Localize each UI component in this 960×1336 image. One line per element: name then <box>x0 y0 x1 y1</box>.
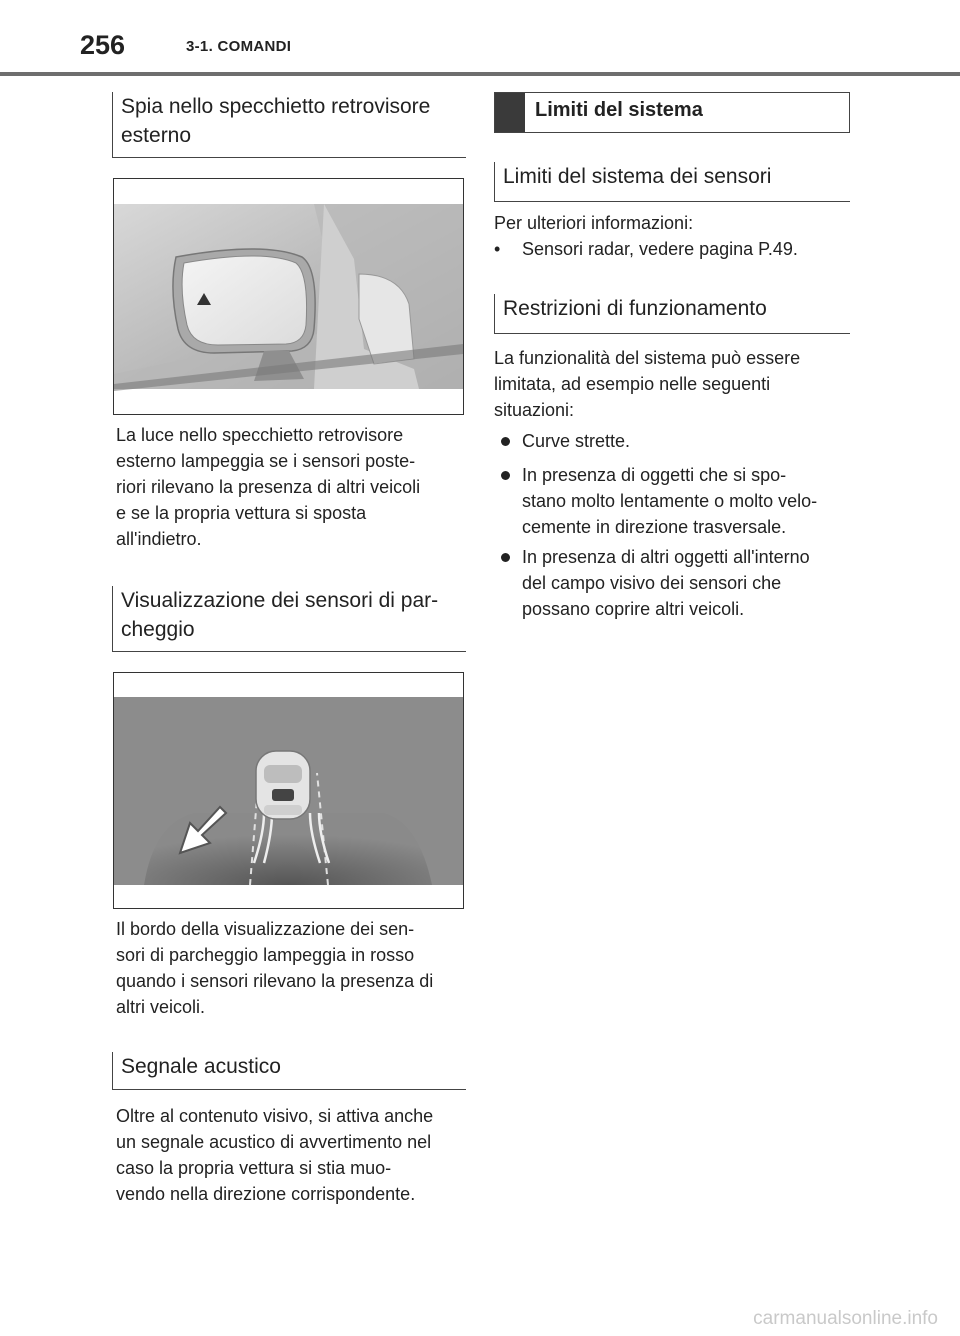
car-icon <box>256 751 310 819</box>
heading-line: cheggio <box>121 618 195 641</box>
text-line: Per ulteriori informazioni: <box>494 213 694 233</box>
text-line: sori di parcheggio lampeggia in rosso <box>116 945 415 965</box>
heading-line: Restrizioni di funzionamento <box>503 297 767 320</box>
list-item-radar-sensors <box>494 236 854 262</box>
text-line: Curve strette. <box>522 431 631 451</box>
heading-line: Spia nello specchietto retrovisore <box>121 95 431 118</box>
header-divider <box>0 72 960 76</box>
text-line: cemente in direzione trasversale. <box>522 517 787 537</box>
main-title-text: Limiti del sistema <box>535 99 703 121</box>
text-line: riori rilevano la presenza di altri veicoli <box>116 477 421 497</box>
text-line: del campo visivo dei sensori che <box>522 573 782 593</box>
text-line: La luce nello specchietto retrovisore <box>116 425 404 445</box>
heading-line: Segnale acustico <box>121 1055 281 1078</box>
reference-link[interactable]: Sensori radar, vedere pagina P.49. <box>522 239 798 259</box>
paragraph-mirror-light <box>116 422 466 552</box>
section-heading-parking-sensors <box>112 586 466 652</box>
parking-display-illustration <box>114 673 463 908</box>
heading-line: Limiti del sistema dei sensori <box>503 165 772 188</box>
section-heading-mirror-light <box>112 92 466 158</box>
list-marker: • <box>494 239 501 259</box>
text-line: esterno lampeggia se i sensori poste- <box>116 451 416 471</box>
text-line: limitata, ad esempio nelle seguenti <box>494 374 771 394</box>
watermark: carmanualsonline.info <box>753 1308 938 1329</box>
text-line: un segnale acustico di avvertimento nel <box>116 1132 432 1152</box>
paragraph-restrictions <box>494 345 854 423</box>
figure-side-mirror <box>113 178 464 415</box>
side-mirror-illustration <box>114 179 463 414</box>
text-line: caso la propria vettura si stia muo- <box>116 1158 392 1178</box>
text-line: quando i sensori rilevano la presenza di <box>116 971 434 991</box>
paragraph-acoustic-signal <box>116 1103 466 1207</box>
paragraph-parking-sensors <box>116 916 466 1020</box>
chapter-title: 3-1. COMANDI <box>186 38 292 55</box>
text-line: vendo nella direzione corrispondente. <box>116 1184 416 1204</box>
text-line: possano coprire altri veicoli. <box>522 599 745 619</box>
text-line: situazioni: <box>494 400 575 420</box>
figure-parking-display <box>113 672 464 909</box>
text-line: Il bordo della visualizzazione dei sen- <box>116 919 415 939</box>
page-number: 256 <box>80 30 126 60</box>
section-heading-sensor-limits <box>494 162 850 202</box>
text-line: altri veicoli. <box>116 997 206 1017</box>
section-heading-restrictions <box>494 294 850 334</box>
heading-line: Visualizzazione dei sensori di par- <box>121 589 439 612</box>
bullet-icon <box>501 437 510 446</box>
text-line: La funzionalità del sistema può essere <box>494 348 801 368</box>
bullet-icon <box>501 553 510 562</box>
text-line: stano molto lentamente o molto velo- <box>522 491 818 511</box>
text-line: all'indietro. <box>116 529 202 549</box>
section-heading-acoustic-signal <box>112 1052 466 1090</box>
heading-line: esterno <box>121 124 192 147</box>
text-line: In presenza di oggetti che si spo- <box>522 465 787 485</box>
main-section-title <box>494 92 850 133</box>
text-line: e se la propria vettura si sposta <box>116 503 367 523</box>
bullet-icon <box>501 471 510 480</box>
title-marker-bar <box>495 93 525 132</box>
text-line: Oltre al contenuto visivo, si attiva anche <box>116 1106 434 1126</box>
text-line: In presenza di altri oggetti all'interno <box>522 547 810 567</box>
paragraph-more-info <box>494 210 854 236</box>
